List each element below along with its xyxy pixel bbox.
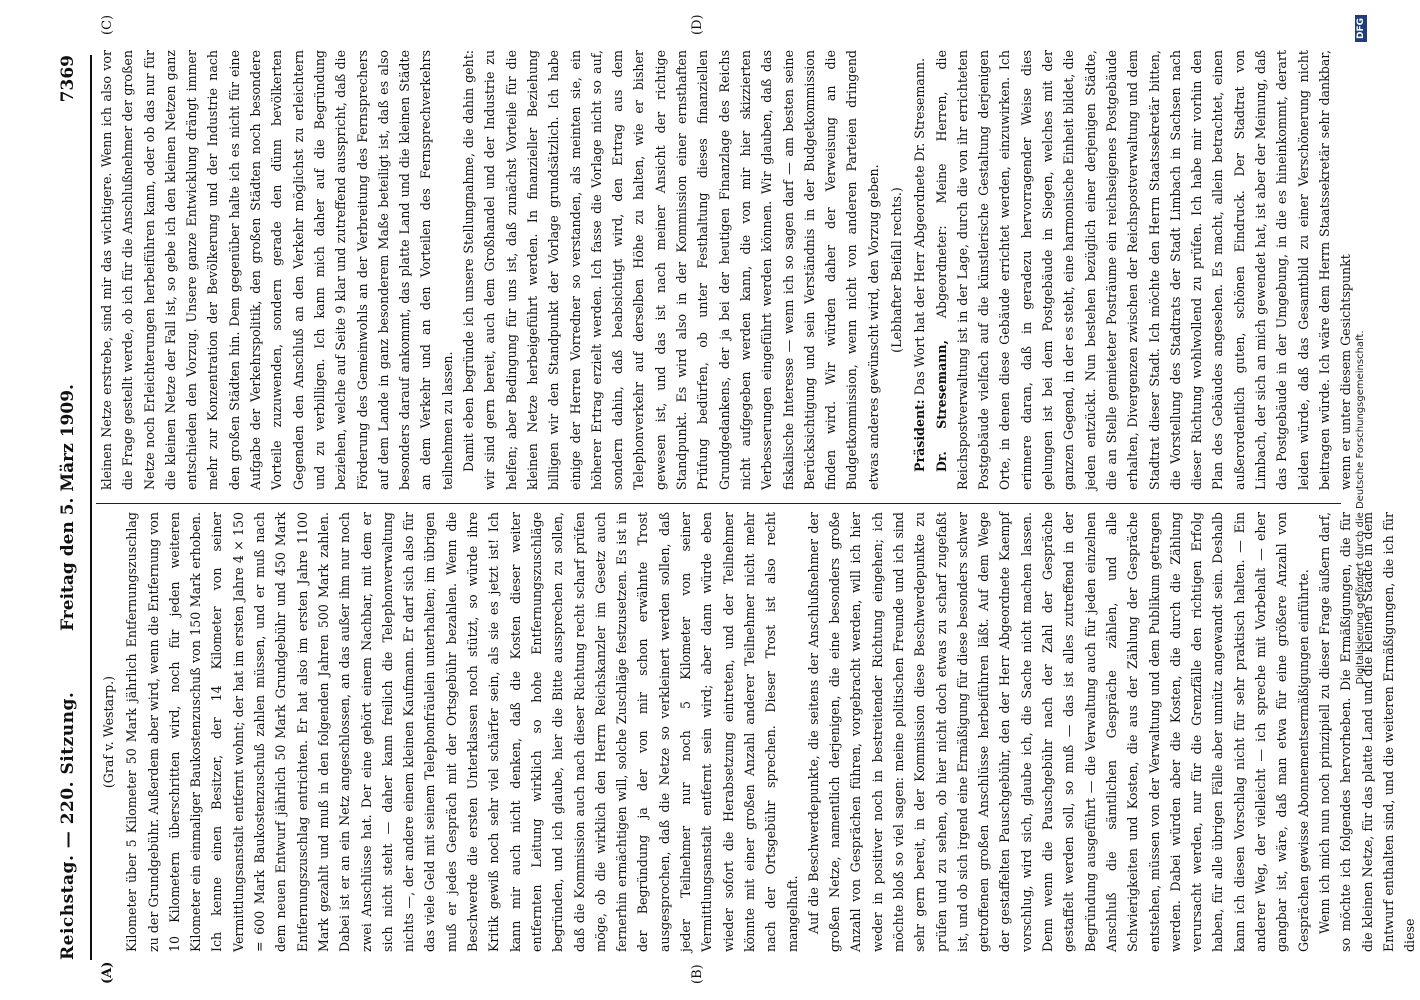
speaker-role: Abgeordneter:	[933, 225, 949, 319]
left-paragraph-2: Auf die Beschwerdepunkte, die seitens der Anschlußnehmer der großen Netze, namentlich derjenigen, die eine besonders große Anzahl von Gesprächen führen, vorgebracht werden, will ich hier weder in positiver noch in bestreitender Richtung eingehen; ich möchte bloß so viel sagen: meine politischen Freunde und ich sind sehr gern bereit, in der Kommission diese Beschwerdepunkte zu prüfen und zu sehen, ob hier nicht doch etwas zu scharf zugefaßt ist, und ob sich irgend eine Ermäßigung für diese besonders schwer getroffenen großen Anschlüsse herbeiführen läßt. Auf dem Wege der gestaffelten Pauschgebühr, den der Herr Abgeordnete Kaempf vorschlug, wird sich, glaube ich, die Sache nicht machen lassen. Denn wenn die Pauschgebühr nach der Zahl der Gespräche gestaffelt werden soll, so muß — das ist alles zutreffend in der Begründung ausgeführt — die Verwaltung auch für jeden einzelnen Anschluß die sämtlichen Gespräche zählen, und alle Schwierigkeiten und Kosten, die aus der Zählung der Gespräche entstehen, müssen von der Verwaltung und dem Publikum getragen werden. Dabei würden aber die Kosten, die durch die Zählung verursacht werden, nur für die Grenzfälle den richtigen Erfolg haben, für alle übrigen Fälle aber unnütz angewandt sein. Deshalb kann ich diesen Vorschlag nicht für sehr praktisch halten. — Ein anderer Weg, der vielleicht — ich spreche mit Vorbehalt — eher gangbar ist, wäre, daß man etwa für eine größere Anzahl von Gesprächen gewisse Abonnementsermäßigungen einführte.	[805, 512, 1311, 952]
margin-marker-c: (C)	[100, 14, 115, 35]
applause-note: (Lebhafter Beifall rechts.)	[888, 187, 904, 353]
page-number: 7369	[58, 55, 78, 103]
margin-marker-b: (B)	[690, 964, 705, 984]
margin-marker-d: (D)	[690, 14, 705, 35]
header-date: Freitag den 5. März 1909.	[58, 384, 78, 631]
left-paragraph-1: Kilometer über 5 Kilometer 50 Mark jährlich Entfernungszuschlag zu der Grundgebühr. Außerdem aber wird, wenn die Entfernung von 10 Kilometern überschritten wird, noch für jeden weiteren Kilometer ein einmaliger Baukostenzuschuß von 150 Mark erhoben. Ich kenne einen Besitzer, der 14 Kilometer von seiner Vermittlungsanstalt entfernt wohnt; der hat im ersten Jahre 4 × 150 = 600 Mark Baukostenzuschuß zahlen müssen, und er muß nach dem neuen Entwurf jährlich 50 Mark Grundgebühr und 450 Mark Entfernungszuschlag entrichten. Er hat also im ersten Jahre 1100 Mark gezahlt und muß in den folgenden Jahren 500 Mark zahlen. Dabei ist er an ein Netz angeschlossen, an das außer ihm nur noch zwei Anschlüsse hat. Der eine gehört einem Nachbar, mit dem er sich nicht steht — daher kann freilich die Telephonverwaltung nichts —, der andere einem kleinen Kaufmann. Er darf sich also für das viele Geld mit seinem Telephonfräulein unterhalten; im übrigen muß er jedes Gespräch mit der Ortsgebühr bezahlen. Wenn die Beschwerde die ersten Unterklassen noch stützt, so würde ihre Kritik gewiß noch sehr viel schärfer sein, als sie es jetzt ist! Ich kann mir auch nicht denken, daß die Kosten dieser weiter entfernten Leitung wirklich so hohe Entfernungszuschläge begründen, und ich glaube, hier die Bitte aussprechen zu sollen, daß die Kommission auch nach dieser Richtung recht scharf prüfen möge, ob die wirklich den Herrn Reichskanzler im Gesetz auch fernerhin ermächtigen will, solche Zuschläge festzusetzen. Es ist in der Begründung ja der von mir schon erwähnte Trost ausgesprochen, daß die Netze so verkleinert werden sollen, daß jeder Teilnehmer nur noch 5 Kilometer von seiner Vermittlungsanstalt entfernt sein wird; aber dann würde eben wieder sofort die Herabsetzung eintreten, und der Teilnehmer könnte mit einer großen Anzahl anderer Teilnehmer nicht mehr nach der Ortsgebühr sprechen. Dieser Trost ist also recht mangelhaft.	[124, 512, 800, 952]
president-label: Präsident:	[912, 399, 928, 472]
right-paragraph-1: kleinen Netze erstrebe, sind mir das wichtigere. Wenn ich also vor die Frage gestellt werde, ob ich für die Anschlußnehmer der großen Netze noch Erleichterungen herbeiführen kann, oder ob das nur für die kleinen Netze der Fall ist, so gebe ich den kleinen Netzen ganz entschieden den Vorzug. Unsere ganze Entwicklung drängt immer mehr zur Konzentration der Bevölkerung und der Industrie nach den großen Städten hin. Dem gegenüber halte ich es nicht für eine Aufgabe der Verkehrspolitik, den großen Städten noch besondere Vorteile zuzuwenden, sondern gerade den dünn bevölkerten Gegenden den Anschluß an den Verkehr möglichst zu erleichtern und zu verbilligen. Ich kann mich daher auf die Begründung beziehen, welche auf Seite 9 klar und zutreffend ausspricht, daß die Förderung des Gemeinwohls an der Verbreitung des Fernsprechers auf dem Lande in ganz besonderem Maße beteiligt ist, daß es also besonders darauf ankommt, das platte Land und die kleinen Städte an dem Verkehr und an den Vorteilen des Fernsprechverkehrs teilnehmen zu lassen.	[99, 50, 455, 490]
digitization-note: Digitalisierung gefördert durch die Deutsche Forschungsgemeinschaft.	[1355, 330, 1366, 685]
president-text: Das Wort hat der Herr Abgeordnete Dr. Stresemann.	[912, 57, 928, 396]
column-divider	[96, 503, 1341, 504]
dfg-logo: DFG	[1355, 15, 1367, 42]
speaker-reference: (Graf v. Westarp.)	[101, 675, 116, 789]
speech-text: Meine Herren, die Reichspostverwaltung ist in der Lage, durch die von ihr errichteten Postgebäude vielfach auf die künstlerische Gestaltung derjenigen Orte, in denen diese Gebäude errichtet werden, einzuwirken. Ich erinnere daran, daß in geradezu hervorragender Weise dies gelungen ist bei dem Postgebäude in Siegen, welches mit der ganzen Gegend, in der es steht, eine harmonische Einheit bildet, die jeden entzückt. Nun bestehen bezüglich einer derjenigen Städte, die an Stelle gemieteter Posträume ein reichseigenes Postgebäude erhalten, Divergenzen zwischen der Reichspostverwaltung und dem Stadtrat dieser Stadt. Ich möchte den Herrn Staatssekretär bitten, die Vorstellung des Stadtrats der Stadt Limbach in Sachsen nach dieser Richtung wohlwollend zu prüfen. Ich habe mir vorhin den Plan des Gebäudes angesehen. Es macht, allein betrachtet, einen außerordentlich guten, schönen Eindruck. Der Stadtrat von Limbach, der sich an mich gewendet hat, ist aber der Meinung, daß das Postgebäude in der Umgebung, in die es hineinkommt, derart leiden würde, daß das Gesamtbild zu einer Verschönerung nicht beitragen würde. Ich wäre dem Herrn Staatssekretär sehr dankbar, wenn er unter diesem Gesichtspunkt	[933, 50, 1354, 490]
stresemann-speech	[931, 50, 1357, 490]
left-column	[96, 512, 1418, 952]
left-paragraph-3: Wenn ich mich nun noch prinzipiell zu dieser Frage äußern darf, so möchte ich folgendes hervorheben. Die Ermäßigungen, die für die kleinen Netze, für das platte Land und die kleinen Städte in dem Entwurf enthalten sind, und die weiteren Ermäßigungen, die ich für diese	[1316, 512, 1418, 952]
page-header	[58, 55, 88, 960]
header-rule	[90, 55, 92, 960]
president-statement	[909, 50, 930, 490]
header-left: Reichstag. — 220. Sitzung.	[58, 691, 78, 960]
speaker-name: Dr. Stresemann,	[933, 340, 949, 472]
right-paragraph-2: Damit eben begründe ich unsere Stellungnahme, die dahin geht: wir sind gern bereit, auch dem Großhandel und der Industrie zu helfen; aber Bedingung für uns ist, daß zunächst Vorteile für die kleinen Netze herbeigeführt werden. In finanzieller Beziehung billigen wir den Standpunkt der Vorlage grundsätzlich. Ich habe einige der Herren Vorredner so verstanden, als meinten sie, ein höherer Ertrag erzielt werden. Ich fasse die Vorlage nicht so auf, sondern dahin, daß beabsichtigt wird, den Ertrag aus dem Telephonverkehr auf derselben Höhe zu halten, wie er bisher gewesen ist, und das ist nach meiner Ansicht der richtige Standpunkt. Es wird also in der Kommission einer ernsthaften Prüfung bedürfen, ob unter Festhaltung dieses finanziellen Grundgedankens, der ja bei der heutigen Finanzlage des Reichs nicht aufgegeben werden kann, die von mir hier skizzierten Verbesserungen eingeführt werden können. Wir glauben, daß das fiskalische Interesse — wenn ich so sagen darf — am besten seine Berücksichtigung und sein Verständnis in der Budgetkommission finden wird. Wir würden daher der Verweisung an die Budgetkommission, wenn nicht von anderen Parteien dringend etwas anderes gewünscht wird, den Vorzug geben.	[461, 50, 881, 490]
margin-marker-a: (A)	[100, 961, 115, 984]
right-column	[96, 50, 1354, 490]
